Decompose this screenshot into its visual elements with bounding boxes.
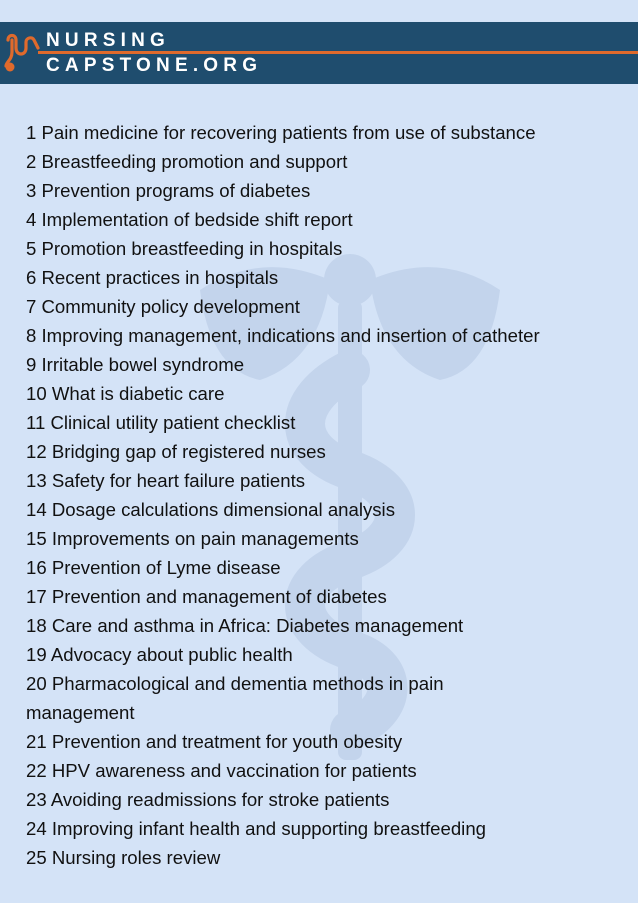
header-accent-line (38, 51, 638, 54)
list-item: 16 Prevention of Lyme disease (26, 557, 281, 578)
list-item: 23 Avoiding readmissions for stroke patients (26, 789, 390, 810)
list-item: 10 What is diabetic care (26, 383, 225, 404)
brand-name-line-2: CAPSTONE.ORG (46, 55, 263, 76)
list-item: 25 Nursing roles review (26, 847, 221, 868)
list-item: 2 Breastfeeding promotion and support (26, 151, 348, 172)
topics-list (26, 118, 626, 872)
list-item: 20 Pharmacological and dementia methods in pain management (26, 673, 444, 723)
list-item: 21 Prevention and treatment for youth obesity (26, 731, 403, 752)
stethoscope-icon (2, 30, 46, 74)
list-item: 3 Prevention programs of diabetes (26, 180, 311, 201)
list-item: 5 Promotion breastfeeding in hospitals (26, 238, 343, 259)
brand-name-line-1: NURSING (46, 30, 171, 51)
list-item: 19 Advocacy about public health (26, 644, 293, 665)
list-item: 4 Implementation of bedside shift report (26, 209, 353, 230)
list-item: 22 HPV awareness and vaccination for patients (26, 760, 417, 781)
top-band (0, 0, 638, 22)
list-item: 8 Improving management, indications and insertion of catheter (26, 325, 540, 346)
list-item: 11 Clinical utility patient checklist (26, 412, 296, 433)
list-item: 9 Irritable bowel syndrome (26, 354, 245, 375)
list-item: 14 Dosage calculations dimensional analysis (26, 499, 395, 520)
list-item: 15 Improvements on pain managements (26, 528, 359, 549)
list-item: 1 Pain medicine for recovering patients from use of substance (26, 122, 536, 143)
list-item: 13 Safety for heart failure patients (26, 470, 306, 491)
list-item: 12 Bridging gap of registered nurses (26, 441, 326, 462)
list-item: 17 Prevention and management of diabetes (26, 586, 387, 607)
list-item: 6 Recent practices in hospitals (26, 267, 279, 288)
list-item: 18 Care and asthma in Africa: Diabetes management (26, 615, 464, 636)
list-item: 7 Community policy development (26, 296, 300, 317)
list-item: 24 Improving infant health and supporting breastfeeding (26, 818, 486, 839)
